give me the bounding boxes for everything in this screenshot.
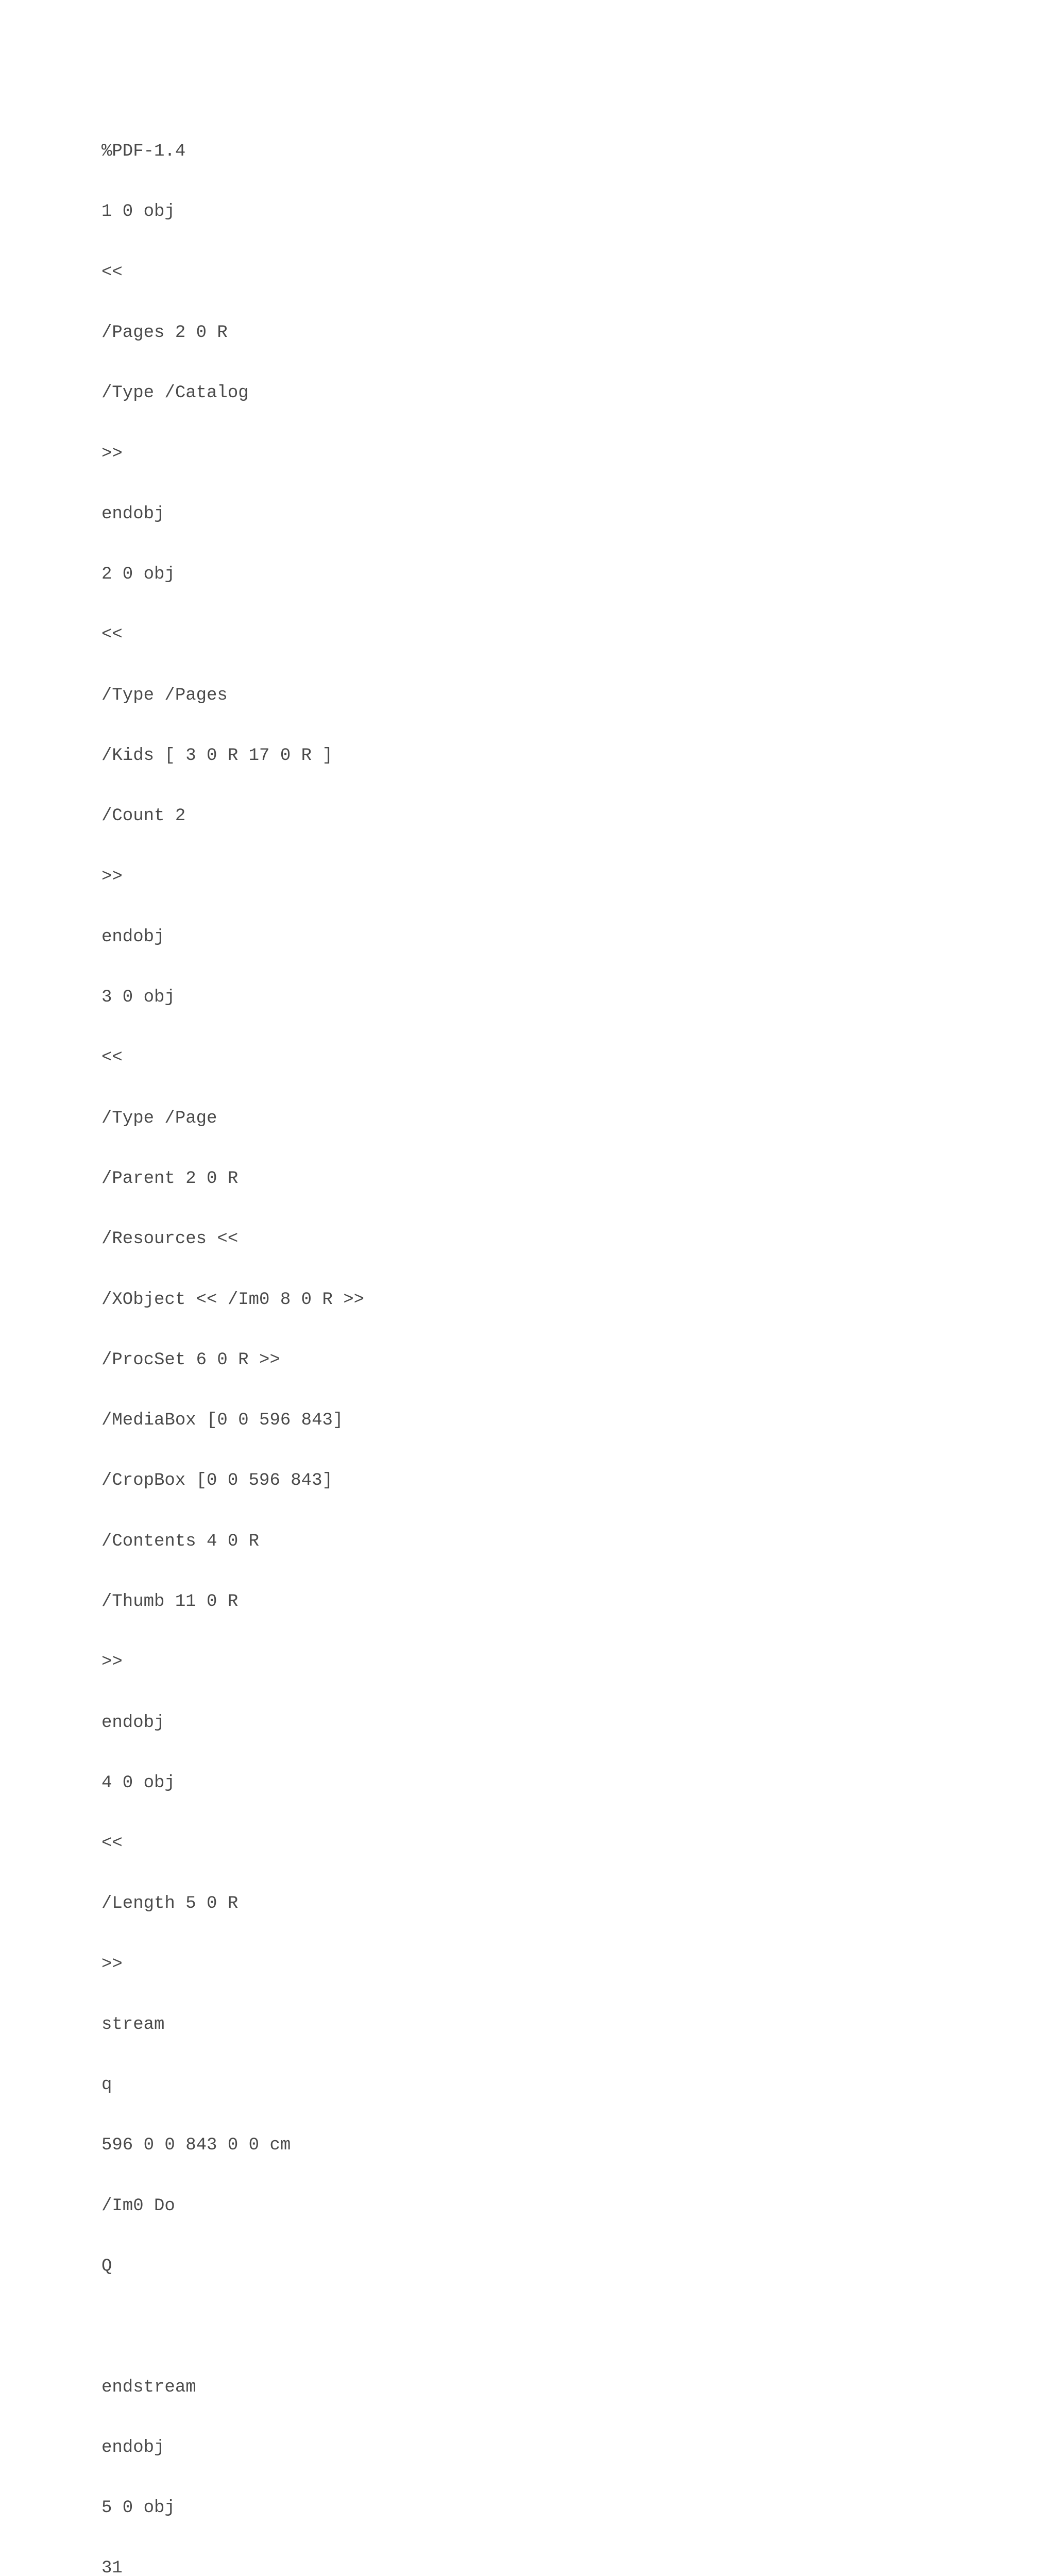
listing-line: /Thumb 11 0 R (101, 1591, 239, 1612)
listing-line: /Type /Catalog (101, 383, 249, 403)
listing-line: /Pages 2 0 R (101, 323, 228, 343)
listing-line: /Kids [ 3 0 R 17 0 R ] (101, 746, 333, 766)
listing-line: endobj (101, 927, 165, 947)
listing-line: >> (101, 1652, 123, 1672)
listing-line: /Resources << (101, 1229, 239, 1249)
listing-line: Q (101, 2257, 112, 2277)
listing-line: /ProcSet 6 0 R >> (101, 1350, 280, 1370)
listing-line: 2 0 obj (101, 565, 175, 585)
listing-line: << (101, 625, 123, 645)
listing-line: endobj (101, 1713, 165, 1733)
listing-line: >> (101, 867, 123, 887)
listing-line: /CropBox [0 0 596 843] (101, 1471, 333, 1491)
listing-line: /Im0 Do (101, 2196, 175, 2216)
listing-line: /MediaBox [0 0 596 843] (101, 1411, 344, 1431)
listing-line: << (101, 262, 123, 282)
listing-line: 4 0 obj (101, 1773, 175, 1793)
listing-line: << (101, 1834, 123, 1854)
listing-line: /Parent 2 0 R (101, 1168, 239, 1189)
listing-line: 596 0 0 843 0 0 cm (101, 2136, 291, 2156)
listing-line: /Type /Page (101, 1108, 217, 1128)
listing-line: /XObject << /Im0 8 0 R >> (101, 1290, 365, 1310)
listing-line: >> (101, 1954, 123, 1974)
listing-line: 31 (101, 2558, 123, 2576)
listing-line: 1 0 obj (101, 202, 175, 222)
listing-line: q (101, 2075, 112, 2095)
listing-line: 3 0 obj (101, 988, 175, 1008)
listing-line: endobj (101, 504, 165, 524)
listing-line: stream (101, 2014, 165, 2035)
listing-line: endstream (101, 2377, 196, 2397)
listing-line: /Contents 4 0 R (101, 1531, 260, 1551)
listing-line (101, 2317, 977, 2337)
listing-line: >> (101, 444, 123, 464)
listing-line: << (101, 1048, 123, 1068)
listing-line: 5 0 obj (101, 2498, 175, 2518)
listing-line: /Length 5 0 R (101, 1894, 239, 1914)
pdf-source-listing (101, 101, 977, 2576)
listing-line: %PDF-1.4 (101, 142, 186, 162)
listing-line: /Type /Pages (101, 685, 228, 705)
listing-line: /Count 2 (101, 806, 186, 826)
listing-line: endobj (101, 2437, 165, 2458)
